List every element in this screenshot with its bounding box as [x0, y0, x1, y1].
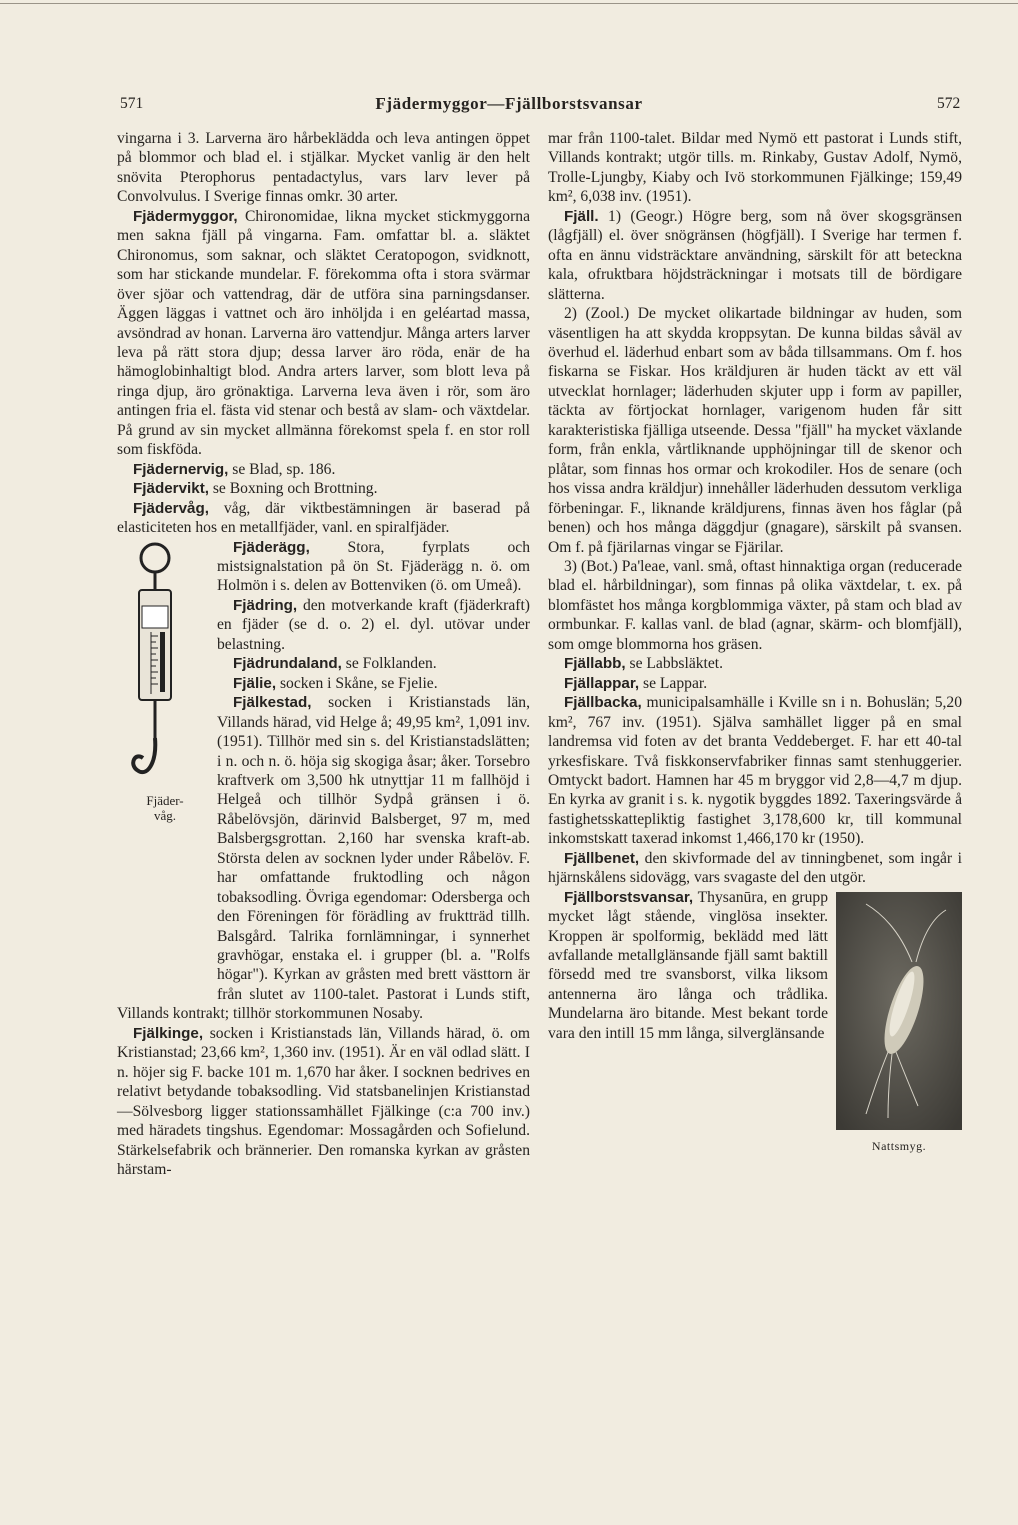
- headword: Fjädervåg,: [133, 499, 209, 517]
- top-rule: [0, 3, 1018, 4]
- entry-text: den skivformade del av tinningbenet, som ingår i hjärnskålens sidovägg, vars svagaste del den utgör.: [548, 849, 962, 887]
- running-head: Fjädermyggor—Fjällborstsvansar: [375, 94, 643, 113]
- left-column: [117, 129, 530, 1179]
- entry-fjallbenet: [548, 849, 962, 888]
- entry-text: socken i Kristianstads län, Villands härad, ö. om Kristianstad; 23,66 km², 1,360 inv. (1951). Är en väl odlad slätt. I n. höjer sig F. backe 101 m. 1,670 har åker. I socknen bedrives en relativt betydande tobaksodling. Vid statsbanelinjen Kristianstad—Sölvesborg ligger stationssamhället Fjälkinge (c:a 700 inv.) med häradets tingshus. Egendomar: Mossagården och Sofielund. Stärkelsefabrik och brännerier. Den romanska kyrkan av gråsten härstam-: [117, 1024, 530, 1179]
- entry-fjadermyggor: [117, 207, 530, 460]
- paragraph: vingarna i 3. Larverna äro hårbeklädda och leva antingen öppet på blommor och blad el. i stjälkar. Mycket vanlig är den helt snövita Pterophorus pentadactylus, vars larv lever på Convolvulus. I Sverige finnas omkr. 30 arter.: [117, 130, 530, 206]
- entry-text: socken i Skåne, se Fjelie.: [276, 674, 438, 692]
- entry-text: se Lappar.: [639, 674, 708, 692]
- headword: Fjällborstsvansar,: [564, 888, 694, 906]
- entry-fjallappar: [548, 674, 962, 693]
- headword: Fjällbacka,: [564, 694, 642, 712]
- silverfish-figure: [836, 892, 962, 1160]
- headword: Fjädring,: [233, 596, 298, 614]
- right-column: [548, 129, 962, 1160]
- page-number-left: 571: [120, 95, 144, 112]
- figure-caption: Nattsmyg.: [871, 1138, 927, 1153]
- entry-text: se Labbsläktet.: [625, 655, 724, 673]
- entry-fjadernervig: [117, 460, 530, 479]
- headword: Fjädervikt,: [133, 480, 209, 498]
- headword: Fjäderägg,: [233, 538, 310, 556]
- spring-scale-figure: [117, 538, 213, 991]
- entry-text: se Boxning och Brottning.: [208, 480, 378, 498]
- entry-fjallabb: [548, 654, 962, 673]
- entry-text: municipalsamhälle i Kville sn i n. Bohuslän; 5,20 km², 767 inv. (1951). Själva samhället ligger på en smal landremsa vid foten av det branta Veddeberget. F. har ett 40-tal yrkesfiskare. Två fiskkonservfabriker finnas samt stenhuggerier. Omtyckt badort. Hamnen har 45 m bryggor vid 2,8—4,7 m djup. En kyrka av granit i s. k. nygotik byggdes 1892. Taxeringsvärde å fastighetsskattepliktig fastighet 3,178,600 kr, till kommunal inkomstskatt taxerad inkomst 1,466,170 kr (1950).: [548, 694, 962, 848]
- entry-text: 1) (Geogr.) Högre berg, som nå över skogsgränsen (lågfjäll) el. över snögränsen (högfjäll). I Sverige har termen f. ofta en ännu vidsträcktare användning, särskilt för att beteckna kala, ofruktbara höjdsträckningar i motsats till de bördigare slätterna.: [548, 207, 962, 303]
- entry-fjadervag: [117, 499, 530, 538]
- entry-fjallbacka: [548, 693, 962, 849]
- entry-text: socken i Kristianstads län, Villands härad, vid Helge å; 49,95 km², 1,091 inv. (1951). Tillhör med sin s. del Kristianstadslätten; i n. och n. ö. höja sig skogiga åsar; åker. Torsebro kraftverk om 3,500 hk utnyttjar 11 m fallhöjd i Helgeå och tillhör Sydpå gränsen i ö. Råbelövsjön, därinvid Balsberget, 97 m, med Balsbergsgrottan. 2,160 har svenska kraft-ab. Största delen av socknen lyder under Råbelöv. F. har omfattande fruktodling och någon tobaksodling. Övriga egendomar: Odersberga och den Föreningen för förädling av fruktträd tillh. Balsgård. Talrika fornlämningar, i synnerhet gravhögar, enstaka el. i grupper (bl. a. "Rolfs högar"). Kyrkan av gråsten med brett västtorn är från slutet av 1100-talet. Pastorat i Lunds stift, Villands kontrakt; tillhör storkommunen Nosaby.: [117, 694, 530, 1023]
- page-number-right: 572: [937, 95, 961, 112]
- entry-text: våg, där viktbestämningen är baserad på elasticiteten hos en metallfjäder, vanl. en spiralfjäder.: [117, 499, 530, 537]
- entry-text: se Blad, sp. 186.: [228, 460, 336, 478]
- entry-text: den motverkande kraft (fjäderkraft) en fjäder (se d. o. 2) el. dyl. utövar under belastning.: [217, 596, 530, 653]
- headword: Fjälkestad,: [233, 694, 312, 712]
- headword: Fjälie,: [233, 674, 277, 692]
- headword: Fjälkinge,: [133, 1024, 204, 1042]
- headword: Fjällappar,: [564, 674, 640, 692]
- entry-fjadervikt: [117, 479, 530, 498]
- entry-fjall: [548, 207, 962, 304]
- silverfish-illustration: [836, 892, 962, 1130]
- entry-text: Thysanūra, en grupp mycket lågt stående, vinglösa insekter. Kroppen är spolformig, beklädd med lätt avfallande metallglänsande fjäll samt baktill försedd med tre svansborst, vilka liksom antennerna äro långa och trådlika. Mundelarna äro bitande. Mest bekant torde vara den intill 15 mm långa, silverglänsande: [548, 888, 828, 1042]
- headword: Fjällbenet,: [564, 849, 640, 867]
- entry-text: se Folklanden.: [341, 655, 437, 673]
- paragraph: mar från 1100-talet. Bildar med Nymö ett pastorat i Lunds stift, Villands kontrakt; utgör tills. m. Rinkaby, Gustav Adolf, Nymö, Trolle-Ljungby, Kiaby och Ivö storkommunen Fjälkinge; 159,49 km², 6,038 inv. (1951).: [548, 130, 962, 206]
- headword: Fjädrundaland,: [233, 655, 342, 673]
- entry-fjalkinge: [117, 1024, 530, 1180]
- spring-scale-illustration: [117, 538, 213, 958]
- paragraph: 3) (Bot.) Pa'leae, vanl. små, oftast hinnaktiga organ (reducerade blad el. hårbildningar), som finnas på olika växtdelar, t. ex. på blomfästet hos många korgblommiga växter, på stam och blad av ormbunkar. F. kallas vanl. de blad (agnar, skärm- och blomfjäll), som omge blommorna hos gräsen.: [548, 557, 962, 653]
- entry-text: Stora, fyrplats och mistsignalstation på ön St. Fjäderägg n. ö. om Holmön i s. delen av Bottenviken (ö. om Umeå).: [217, 538, 530, 595]
- figure-caption: Fjäder- våg.: [146, 792, 184, 823]
- headword: Fjädermyggor,: [133, 207, 238, 225]
- headword: Fjäll.: [564, 207, 599, 225]
- headword: Fjällabb,: [564, 655, 626, 673]
- entry-text: Chironomidae, likna mycket stickmyggorna men sakna fjäll på vingarna. Fam. omfattar bl. a. släktet Chironomus, som saknar, och släktet Ceratopogon, svidknott, som har stickande mundelar. F. förekomma ofta i stora svärmar över sjöar och vattendrag, där de utföra sina parningsdanser. Äggen läggas i vattnet och äro inhöljda i en geléartad massa, avsöndrad av honan. Larverna äro vattendjur. Många arters larver leva på rätt stora djup; dessa larver äro röda, enär de ha hämoglobinhaltigt blod. Andra arters larver, som blott leva på ringa djup, äro grönaktiga. Larverna leva även i rör, som äro antingen fria el. fästa vid stenar och bestå av slam- och växtdelar. På grund av sin mycket allmänna förekomst spela f. en stor roll som fiskföda.: [117, 207, 530, 459]
- silverfish-photo: [836, 892, 962, 1130]
- headword: Fjädernervig,: [133, 460, 229, 478]
- paragraph: 2) (Zool.) De mycket olikartade bildningar av huden, som väsentligen ha att skydda kroppsytan. De kunna bildas såväl av överhud el. läderhud enbart som av båda tillsammans. Om f. hos fiskarna se Fiskar. Hos kräldjuren är huden täckt av ett väl utvecklat hornlager; läderhuden skjuter upp i form av papiller, täckta av förtjockat hornlager, varigenom huden får sitt karakteristiska fjälliga utseende. Dessa "fjäll" ha mycket växlande form, från enkla, vårtliknande upphöjningar till de skenor och plåtar, som finnas hos ormar och krokodiler. Hos de senare (och hos vissa andra kräldjur) innehåller läderhuden dessutom verkliga förbeningar. F., liknande kräldjurens, finnas även hos fåglar (på benen) och hos många däggdjur (gnagare), särskilt på svansen. Om f. på fjärilarnas vingar se Fjärilar.: [548, 305, 962, 556]
